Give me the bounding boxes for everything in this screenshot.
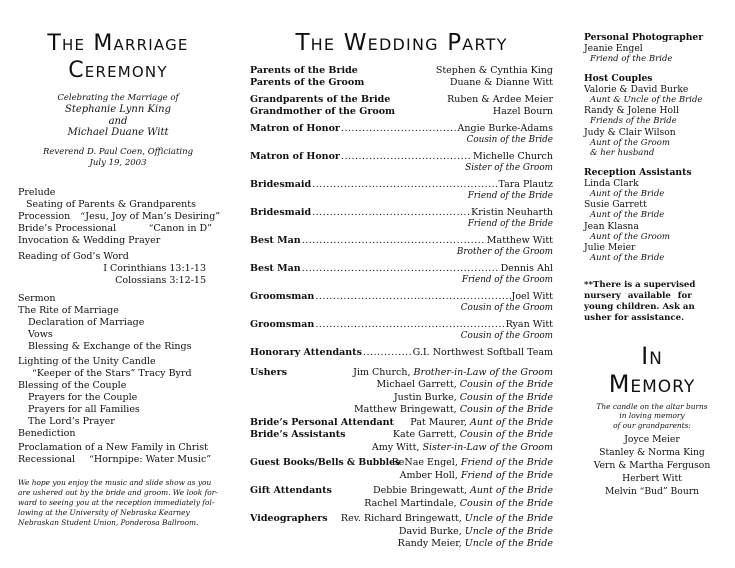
grandparents-bride-label: Grandparents of the Bride [250, 94, 391, 105]
memory-name: Vern & Martha Ferguson [593, 460, 711, 471]
reception-relation: Aunt of the Groom [590, 231, 670, 242]
honorary-label: Honorary Attendants [250, 347, 362, 358]
usher-item: Jim Church, Brother-in-Law of the Groom [353, 366, 553, 378]
attendant-relation: Friend of the Bride [467, 190, 553, 201]
guestbooks-label: Guest Books/Bells & Bubbles [250, 457, 401, 468]
attendants-list [250, 123, 553, 341]
prayers-couple: Prayers for the Couple [28, 392, 138, 403]
blessing-couple: Blessing of the Couple [18, 380, 127, 391]
attendant-name: Dennis Ahl [500, 263, 553, 274]
reception-block [584, 167, 720, 264]
attendant-relation: Friend of the Bride [467, 218, 553, 229]
attendant-entry [250, 123, 553, 145]
reception-relation: Aunt of the Bride [590, 253, 665, 263]
gift-block [250, 485, 553, 510]
nursery-line4: usher for assistance. [584, 312, 685, 323]
program-list [18, 187, 221, 466]
host-label: Host Couples [584, 72, 653, 84]
attendant-role: Matron of Honor [250, 151, 340, 162]
ushers-block [250, 367, 553, 417]
memory-title-line1: In [641, 341, 663, 370]
host-name: Judy & Clair Wilson [584, 126, 676, 138]
attendant-role: Bridesmaid [250, 179, 312, 190]
memory-intro [584, 402, 720, 431]
memory-name: Joyce Meier [624, 434, 680, 445]
photographer-label: Personal Photographer [584, 32, 704, 43]
usher-item: Justin Burke, Cousin of the Bride [393, 391, 553, 403]
reception-name: Susie Garrett [584, 199, 647, 210]
attendant-role: Groomsman [250, 319, 315, 330]
ceremony-title-line2: Ceremony [68, 58, 168, 83]
parents-bride-label: Parents of the Bride [250, 65, 358, 76]
reception-note [18, 478, 218, 528]
honorary-name: G.I. Northwest Softball Team [412, 347, 553, 358]
attendant-entry [250, 207, 553, 229]
lords-prayer: The Lord’s Prayer [28, 416, 115, 427]
reception-note-line5: Nebraskan Student Union, Ponderosa Ballroom. [18, 518, 199, 527]
groom-name: Michael Duane Witt [67, 127, 169, 138]
attendant-relation: Cousin of the Groom [460, 302, 553, 313]
unity-candle: Lighting of the Unity Candle [18, 356, 156, 367]
declaration: Declaration of Marriage [28, 317, 145, 328]
bride-name: Stephanie Lynn King [64, 104, 171, 115]
grandparents-bride: Ruben & Ardee Meier [447, 94, 553, 105]
guestbooks-block [250, 457, 553, 482]
reception-relation: Aunt of the Bride [590, 188, 665, 199]
video-item: David Burke, Uncle of the Bride [398, 525, 553, 537]
seating: Seating of Parents & Grandparents [26, 199, 196, 210]
gift-item: Debbie Bringewatt, Aunt of the Bride [373, 485, 553, 496]
attendant-relation: Brother of the Groom [456, 246, 553, 257]
reading-ref1: I Corinthians 13:1-13 [103, 263, 206, 274]
memory-name: Melvin “Bud” Bourn [604, 486, 700, 497]
memory-title [584, 342, 720, 398]
memory-names [584, 433, 720, 498]
reception-note-line4: lowing at the University of Nebraska Kearney [18, 508, 190, 517]
wedding-party-title: The Wedding Party [295, 30, 508, 56]
personal-attendant-label: Bride’s Personal Attendant [250, 416, 394, 428]
recessional-music: “Hornpipe: Water Music” [89, 454, 212, 465]
attendant-name: Ryan Witt [505, 319, 553, 330]
attendant-name: Angie Burke-Adams [457, 123, 553, 134]
procession-music: “Jesu, Joy of Man’s Desiring” [80, 211, 221, 222]
ceremony-title-line1: The Marriage [47, 31, 189, 56]
reception-note-line1: We hope you enjoy the music and slide show as you [18, 478, 212, 487]
attendant-entry [250, 319, 553, 341]
ceremony-column [18, 0, 221, 528]
wedding-party-column [250, 0, 553, 551]
host-name: Valorie & David Burke [584, 83, 689, 95]
ceremony-title [18, 30, 218, 84]
nursery-line3: young children. Ask an [584, 301, 695, 312]
grandmother-groom-label: Grandmother of the Groom [250, 105, 396, 117]
gift-label: Gift Attendants [250, 485, 332, 496]
assistants-label: Bride’s Assistants [250, 429, 346, 440]
host-relation: Aunt & Uncle of the Bride [590, 94, 703, 105]
photographer-relation: Friend of the Bride [590, 54, 673, 64]
nursery-line2: nursery available for [584, 290, 692, 301]
attendant-role: Best Man [250, 263, 301, 274]
prelude: Prelude [18, 187, 56, 198]
nursery-line1: **There is a supervised [584, 279, 696, 290]
family-block [250, 65, 553, 117]
grandmother-groom: Hazel Bourn [492, 105, 553, 117]
benediction: Benediction [18, 428, 76, 439]
memory-intro-line1: The candle on the altar burns [596, 401, 708, 411]
recessional-label: Recessional [18, 454, 76, 465]
video-item: Randy Meier, Uncle of the Bride [397, 538, 553, 549]
ushers-label: Ushers [250, 366, 287, 378]
procession-label: Procession [18, 211, 71, 222]
parents-groom-row [250, 77, 553, 89]
attendant-relation: Cousin of the Groom [460, 330, 553, 341]
vows: Vows [28, 329, 53, 340]
ceremony-date: July 19, 2003 [89, 158, 147, 168]
sermon: Sermon [18, 293, 56, 304]
reception-name: Julie Meier [584, 242, 636, 253]
brides-processional-label: Bride’s Processional [18, 223, 117, 234]
proclamation: Proclamation of a New Family in Christ [18, 442, 209, 453]
attendant-role: Matron of Honor [250, 123, 340, 134]
attendant-entry [250, 179, 553, 201]
attendant-entry [250, 151, 553, 173]
host-block [584, 73, 720, 159]
parents-groom: Duane & Dianne Witt [449, 76, 553, 88]
photographer-block [584, 32, 720, 65]
reception-note-line3: ward to seeing you at the reception immediately fol- [18, 498, 215, 507]
officiant: Reverend D. Paul Coen, Officiating [42, 147, 194, 157]
parents-bride-row [250, 65, 553, 77]
host-relation: Friends of the Bride [590, 116, 677, 126]
and-text: and [108, 116, 128, 127]
grandparents-bride-row [250, 94, 553, 106]
attendant-entry [250, 235, 553, 257]
assistant-item: Kate Garrett, Cousin of the Bride [392, 429, 553, 440]
reading: Reading of God’s Word [18, 251, 129, 262]
celebrating-text: Celebrating the Marriage of [57, 93, 179, 103]
gift-item: Rachel Martindale, Cousin of the Bride [364, 497, 553, 509]
attendant-name: Kristin Neuharth [471, 207, 553, 218]
memory-title-line2: Memory [608, 369, 696, 398]
invocation: Invocation & Wedding Prayer [18, 235, 161, 246]
photographer-name: Jeanie Engel [584, 43, 643, 54]
attendant-role: Best Man [250, 235, 301, 246]
parents-groom-label: Parents of the Groom [250, 76, 365, 88]
keeper-song: “Keeper of the Stars” Tracy Byrd [32, 368, 192, 379]
attendant-name: Matthew Witt [486, 235, 553, 246]
guestbook-item: ReNae Engel, Friend of the Bride [391, 457, 553, 468]
attendant-entry [250, 291, 553, 313]
memory-name: Stanley & Norma King [599, 447, 705, 458]
reception-relation: Aunt of the Bride [590, 210, 665, 220]
attendant-role: Groomsman [250, 291, 315, 302]
reception-name: Jean Klasna [584, 220, 639, 232]
memory-name: Herbert Witt [622, 473, 682, 484]
attendant-relation: Cousin of the Bride [466, 134, 553, 145]
grandmother-groom-row [250, 106, 553, 118]
video-item: Rev. Richard Bringewatt, Uncle of the Bride [340, 513, 553, 524]
prayers-families: Prayers for all Families [28, 404, 140, 415]
memory-intro-line2: in loving memory [619, 411, 685, 420]
brides-processional [18, 223, 218, 235]
attendant-name: Michelle Church [472, 151, 553, 162]
parents-bride: Stephen & Cynthia King [435, 65, 553, 76]
reception-note-line2: are ushered out by the bride and groom. We look for- [18, 488, 218, 497]
attendant-entry [250, 263, 553, 285]
guestbook-item: Amber Holl, Friend of the Bride [399, 469, 553, 481]
procession [18, 211, 221, 223]
host-extra: & her husband [590, 148, 655, 158]
rite: The Rite of Marriage [18, 305, 119, 316]
reading-ref2: Colossians 3:12-15 [115, 275, 206, 286]
nursery-note [584, 280, 720, 324]
memory-intro-line3: of our grandparents: [613, 420, 691, 430]
attendant-relation: Sister of the Groom [465, 162, 553, 173]
attendant-name: Tara Plautz [498, 179, 553, 190]
honorary-row [250, 347, 553, 359]
usher-item: Matthew Bringewatt, Cousin of the Bride [353, 404, 553, 415]
host-relation: Aunt of the Groom [590, 137, 670, 148]
brides-processional-music: “Canon in D” [148, 223, 212, 234]
video-block [250, 513, 553, 551]
recessional [18, 454, 218, 466]
reception-name: Linda Clark [584, 177, 639, 189]
attendant-relation: Friend of the Groom [461, 274, 553, 285]
personal-attendant-row: Bride’s Personal Attendant Pat Maurer, Aunt of the Bride [250, 416, 553, 428]
usher-item: Michael Garrett, Cousin of the Bride [376, 379, 553, 390]
assistant-item: Amy Witt, Sister-in-Law of the Groom [371, 441, 553, 453]
host-name: Randy & Jolene Holl [584, 105, 679, 116]
reception-label: Reception Assistants [584, 166, 692, 178]
assistants-block [250, 429, 553, 454]
attendant-role: Bridesmaid [250, 207, 312, 218]
right-column [584, 0, 720, 498]
blessing-rings: Blessing & Exchange of the Rings [28, 341, 192, 352]
video-label: Videographers [250, 513, 328, 524]
attendant-name: Joel Witt [511, 291, 553, 302]
